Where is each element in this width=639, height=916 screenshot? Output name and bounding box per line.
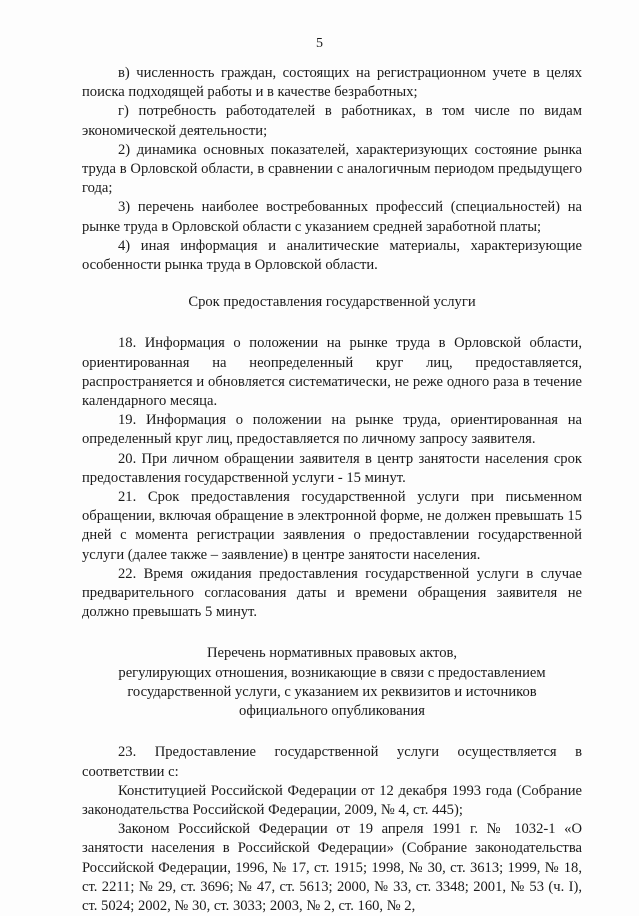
paragraph-constitution: Конституцией Российской Федерации от 12 декабря 1993 года (Собрание законодательства Российской Федерации, 2009, № 4, ст. 445); [82, 782, 582, 818]
paragraph-19: 19. Информация о положении на рынке труда, ориентированная на определенный круг лиц, предоставляется по личному запросу заявителя. [82, 412, 582, 448]
paragraph-list-item-2: 2) динамика основных показателей, характеризующих состояние рынка труда в Орловской области, в сравнении с аналогичным периодом предыдущего года; [82, 141, 582, 197]
paragraph-list-item-4: 4) иная информация и аналитические материалы, характеризующие особенности рынка труда в Орловской области. [82, 237, 582, 274]
section-title-service-term: Срок предоставления государственной услуги [188, 294, 476, 311]
section-title-line: Перечень нормативных правовых актов, [206, 645, 458, 662]
section-title-legal-acts [82, 644, 582, 721]
section-title-line: государственной услуги, с указанием их реквизитов и источников [127, 683, 537, 700]
page-number: 5 [316, 36, 323, 51]
paragraph-22: 22. Время ожидания предоставления государственной услуги в случае предварительного согласования даты и времени обращения заявителя не должно превышать 5 минут. [82, 565, 582, 621]
paragraph-employment-law: Законом Российской Федерации от 19 апреля 1991 г. № 1032-1 «О занятости населения в Российской Федерации» (Собрание законодательства Российской Федерации, 1996, № 17, ст. 1915; 1998, № 30, ст. 3613; 1999, № 18, ст. 2211; № 29, ст. 3696; № 47, ст. 5613; 2000, № 33, ст. 3348; 2001, № 53 (ч. I), ст. 5024; 2002, № 30, ст. 3033; 2003, № 2, ст. 160, № 2, [82, 821, 582, 914]
paragraph-21: 21. Срок предоставления государственной услуги при письменном обращении, включая обращение в электронной форме, не должен превышать 15 дней с момента регистрации заявления о предоставлении государственной услуги (далее также – заявление) в центре занятости населения. [82, 489, 582, 563]
paragraph-20: 20. При личном обращении заявителя в центр занятости населения срок предоставления государственной услуги - 15 минут. [82, 450, 582, 486]
section-title-line: регулирующих отношения, возникающие в связи с предоставлением [118, 664, 546, 681]
paragraph-23: 23. Предоставление государственной услуги осуществляется в соответствии с: [82, 744, 582, 780]
section-title-line: официального опубликования [239, 703, 425, 720]
paragraph-list-item-g: г) потребность работодателей в работниках, в том числе по видам экономической деятельности; [82, 103, 582, 139]
paragraph-list-item-v: в) численность граждан, состоящих на регистрационном учете в целях поиска подходящей работы и в качестве безработных; [82, 65, 582, 101]
page-content [82, 64, 582, 916]
paragraph-18: 18. Информация о положении на рынке труда в Орловской области, ориентированная на неопределенный круг лиц, предоставляется, распространяется и обновляется систематически, не реже одного раза в течение календарного месяца. [82, 335, 582, 410]
paragraph-list-item-3: 3) перечень наиболее востребованных профессий (специальностей) на рынке труда в Орловской области с указанием средней заработной платы; [82, 199, 582, 235]
